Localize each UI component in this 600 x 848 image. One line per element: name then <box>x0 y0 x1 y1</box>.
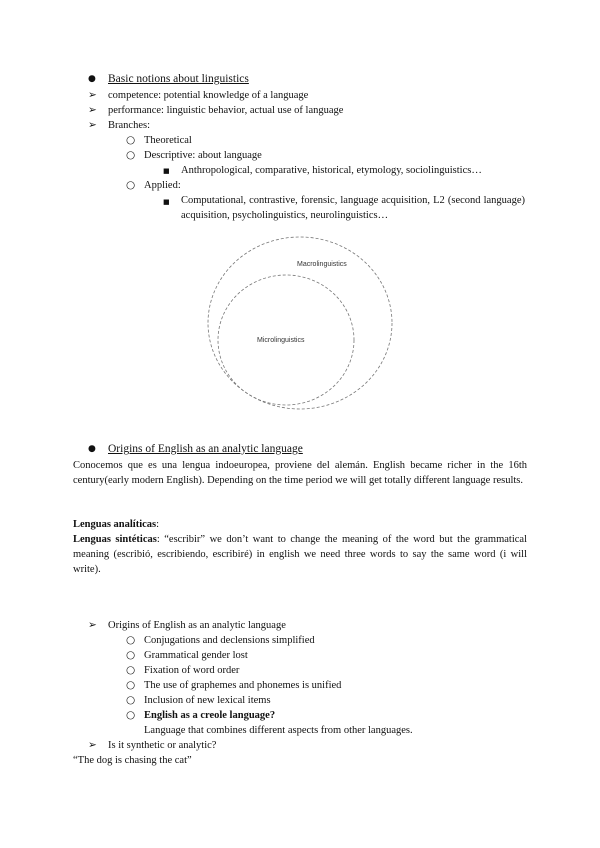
square-bullet-icon: ■ <box>163 167 170 175</box>
macrolinguistics-label: Macrolinguistics <box>297 261 347 268</box>
origins-item-conjugations: Conjugations and declensions simplified <box>144 635 315 646</box>
arrow-bullet-icon: ➢ <box>88 739 97 751</box>
circle-bullet-icon: ○ <box>126 694 136 706</box>
disc-bullet-icon: ● <box>88 74 96 84</box>
circle-bullet-icon: ○ <box>126 134 136 146</box>
lenguas-sinteticas-rest: : “escribir” we don’t want to change the meaning of the word but the grammatical meaning (escribió, escribiendo, escribiré) in english we need three words to say the same word (i will write). <box>73 534 527 575</box>
lenguas-analiticas-rest: : <box>156 519 160 530</box>
circle-bullet-icon: ○ <box>126 149 136 161</box>
section-heading-origins: Origins of English as an analytic language <box>108 443 303 455</box>
branch-descriptive: Descriptive: about language <box>144 150 262 161</box>
circle-bullet-icon: ○ <box>126 709 136 721</box>
lenguas-sinteticas-term: Lenguas sintéticas <box>73 534 157 545</box>
branch-applied: Applied: <box>144 180 181 191</box>
lenguas-analiticas-term: Lenguas analíticas <box>73 519 157 530</box>
origins-paragraph: Conocemos que es una lengua indoeuropea, proviene del alemán. English became richer in the 16th century(early modern English). Depending on the time period we will get totally different language results. <box>73 460 527 486</box>
circle-bullet-icon: ○ <box>126 179 136 191</box>
creole-heading: English as a creole language? <box>144 710 276 721</box>
origins-list-heading: Origins of English as an analytic language <box>108 620 286 631</box>
square-bullet-icon: ■ <box>163 198 170 206</box>
creole-description: Language that combines different aspects from other languages. <box>144 725 413 736</box>
origins-item-gender: Grammatical gender lost <box>144 650 248 661</box>
arrow-bullet-icon: ➢ <box>88 104 97 116</box>
disc-bullet-icon: ● <box>88 444 96 454</box>
branch-theoretical: Theoretical <box>144 135 192 146</box>
lenguas-sinteticas-paragraph <box>73 532 527 577</box>
lenguas-analiticas-line <box>73 517 159 532</box>
origins-item-lexical: Inclusion of new lexical items <box>144 695 271 706</box>
arrow-bullet-icon: ➢ <box>88 619 97 631</box>
example-sentence: “The dog is chasing the cat” <box>73 755 192 766</box>
arrow-bullet-icon: ➢ <box>88 89 97 101</box>
applied-subbranches: Computational, contrastive, forensic, language acquisition, L2 (second language) acquisition, psycholinguistics, neurolinguistics… <box>181 195 525 221</box>
arrow-bullet-icon: ➢ <box>88 119 97 131</box>
list-item-performance: performance: linguistic behavior, actual use of language <box>108 105 344 116</box>
list-item-competence: competence: potential knowledge of a language <box>108 90 309 101</box>
origins-item-graphemes: The use of graphemes and phonemes is unified <box>144 680 342 691</box>
list-item-branches: Branches: <box>108 120 150 131</box>
descriptive-subbranches: Anthropological, comparative, historical, etymology, sociolinguistics… <box>181 165 482 176</box>
circle-bullet-icon: ○ <box>126 634 136 646</box>
circle-bullet-icon: ○ <box>126 664 136 676</box>
circle-bullet-icon: ○ <box>126 679 136 691</box>
origins-item-word-order: Fixation of word order <box>144 665 240 676</box>
section-heading-basic-notions: Basic notions about linguistics <box>108 73 249 85</box>
microlinguistics-label: Microlinguistics <box>257 337 305 344</box>
circle-bullet-icon: ○ <box>126 649 136 661</box>
synthetic-analytic-question: Is it synthetic or analytic? <box>108 740 217 751</box>
